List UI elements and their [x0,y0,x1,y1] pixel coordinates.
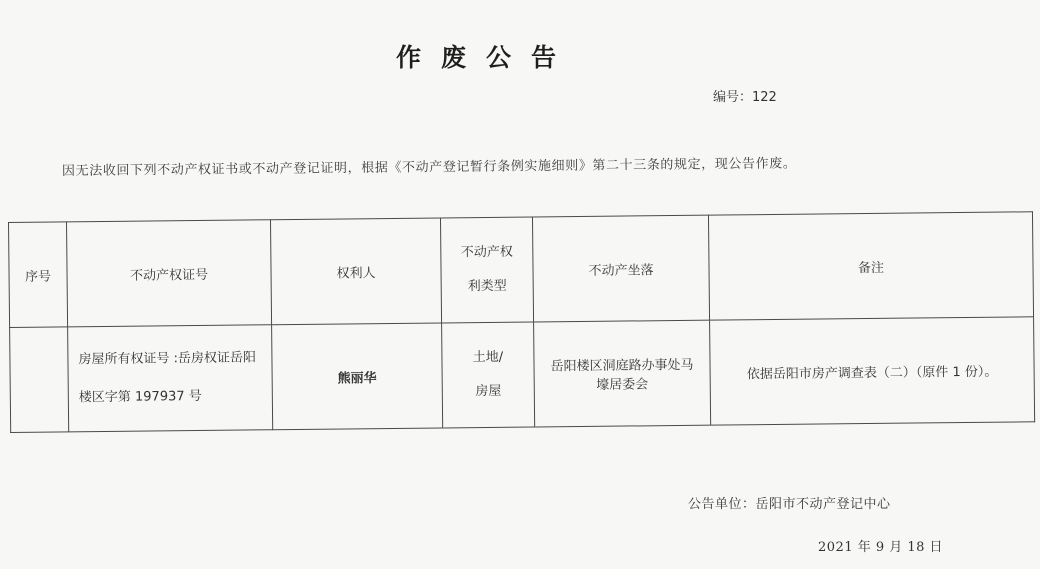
header-location: 不动产坐落 [532,215,709,322]
cell-remark: 依据岳阳市房产调查表（二）（原件 1 份）。 [710,317,1035,425]
header-cert-no: 不动产权证号 [67,220,272,327]
notice-title: 作废公告 [396,43,577,72]
cell-seq [10,327,69,433]
cell-right-type [442,322,535,428]
cell-right-type-line1: 土地/ [472,349,504,366]
header-right-type [440,217,533,323]
table-header-row [9,212,1034,328]
header-seq: 序号 [9,222,68,328]
document-number: 编号：122 [713,90,777,105]
cell-location [534,320,711,427]
void-certificate-table [8,211,1035,433]
header-holder: 权利人 [270,218,441,325]
cell-right-type-line2: 房屋 [475,383,502,400]
table-row [10,317,1035,433]
cell-holder: 熊丽华 [272,323,443,430]
notice-date: 2021 年 9 月 18 日 [818,540,944,555]
void-certificate-table-wrap [8,211,1034,450]
cell-cert-no-line2: 楼区字第 197937 号 [78,388,202,406]
cell-location-line1: 岳阳楼区洞庭路办事处马 [550,357,694,375]
header-remark: 备注 [708,212,1033,320]
header-right-type-line2: 利类型 [467,278,507,295]
issuing-unit: 公告单位：岳阳市不动产登记中心 [688,497,891,512]
cell-cert-no [68,325,273,432]
header-right-type-line1: 不动产权 [460,244,513,261]
cell-cert-no-line1: 房屋所有权证号 :岳房权证岳阳 [78,350,257,368]
notice-intro: 因无法收回下列不动产权证书或不动产登记证明，根据《不动产登记暂行条例实施细则》第二十三条的规定，现公告作废。 [61,156,797,179]
cell-location-line2: 壕居委会 [596,377,649,393]
